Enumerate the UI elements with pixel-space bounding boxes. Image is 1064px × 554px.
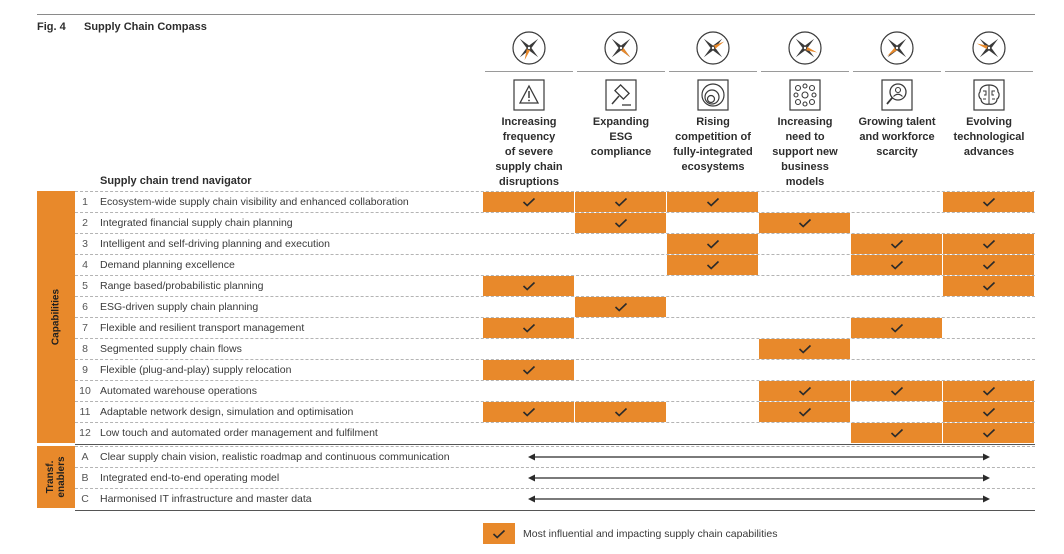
trend-column-2 — [575, 30, 667, 160]
row-number: B — [81, 472, 89, 484]
impact-cell — [759, 213, 850, 233]
impact-cell — [943, 234, 1034, 254]
trend-label-line: of severe — [504, 146, 554, 158]
impact-cell — [943, 255, 1034, 275]
impact-cell — [943, 192, 1034, 212]
row-number: 12 — [79, 427, 91, 439]
row-number: 7 — [82, 322, 88, 334]
check-icon — [982, 386, 996, 396]
row-number: 10 — [79, 385, 91, 397]
row-number: 4 — [82, 259, 88, 271]
row-label: Segmented supply chain flows — [100, 343, 242, 355]
trend-label — [943, 115, 1035, 160]
row-number: 5 — [82, 280, 88, 292]
capability-row — [75, 338, 1035, 359]
row-number: 11 — [79, 406, 91, 418]
trend-column-6 — [943, 30, 1035, 160]
trend-label-line: models — [785, 176, 825, 188]
column-header-rule — [669, 71, 757, 72]
check-icon — [890, 428, 904, 438]
trend-label-line: scarcity — [876, 146, 918, 158]
compass-icon — [879, 30, 915, 66]
check-icon — [798, 344, 812, 354]
row-label: Flexible and resilient transport management — [100, 322, 305, 334]
impact-cell — [667, 192, 758, 212]
trend-label-line: frequency — [502, 131, 556, 143]
check-icon — [522, 323, 536, 333]
trend-column-4 — [759, 30, 851, 190]
check-icon — [614, 197, 628, 207]
check-icon — [522, 407, 536, 417]
trend-label — [483, 115, 575, 190]
compass-icon — [603, 30, 639, 66]
check-icon — [890, 260, 904, 270]
check-icon — [706, 239, 720, 249]
row-label: Low touch and automated order management and fulfilment — [100, 427, 378, 439]
check-icon — [798, 386, 812, 396]
check-icon — [982, 260, 996, 270]
trend-label-line: disruptions — [499, 176, 559, 188]
compass-icon — [695, 30, 731, 66]
trend-label — [575, 115, 667, 160]
trend-label-line: fully-integrated — [673, 146, 753, 158]
impact-cell — [667, 234, 758, 254]
capability-row — [75, 212, 1035, 233]
column-header-rule — [577, 71, 665, 72]
trend-column-3 — [667, 30, 759, 175]
trend-label-line: need to — [785, 131, 825, 143]
check-icon — [614, 218, 628, 228]
enablers-band — [37, 446, 75, 508]
trend-label-line: ecosystems — [681, 161, 745, 173]
figure-title: Supply Chain Compass — [84, 21, 207, 33]
capability-row — [75, 275, 1035, 296]
impact-cell — [759, 381, 850, 401]
impact-cell — [483, 276, 574, 296]
compass-icon — [787, 30, 823, 66]
impact-cell — [851, 381, 942, 401]
trend-label-line: and workforce — [859, 131, 935, 143]
check-icon — [522, 197, 536, 207]
capability-row — [75, 380, 1035, 401]
trend-label-line: Evolving — [966, 116, 1012, 128]
brain-circuit-icon — [973, 79, 1005, 111]
column-header-rule — [945, 71, 1033, 72]
trend-label-line: Increasing — [501, 116, 557, 128]
span-arrow — [528, 494, 990, 504]
trend-label-line: competition of — [675, 131, 751, 143]
column-header-rule — [853, 71, 941, 72]
trend-label-line: ESG — [609, 131, 633, 143]
row-label: Clear supply chain vision, realistic roadmap and continuous communication — [100, 451, 450, 463]
trend-label-line: Expanding — [592, 116, 650, 128]
row-label: Range based/probabilistic planning — [100, 280, 264, 292]
row-label: Integrated end-to-end operating model — [100, 472, 280, 484]
check-icon — [492, 529, 506, 539]
check-icon — [982, 428, 996, 438]
check-icon — [982, 407, 996, 417]
trend-label-line: advances — [963, 146, 1015, 158]
trend-label-line: Growing talent — [858, 116, 936, 128]
impact-cell — [851, 318, 942, 338]
check-icon — [522, 281, 536, 291]
impact-cell — [575, 402, 666, 422]
gavel-icon — [605, 79, 637, 111]
row-label: Ecosystem-wide supply chain visibility and enhanced collaboration — [100, 196, 409, 208]
row-number: 8 — [82, 343, 88, 355]
check-icon — [614, 407, 628, 417]
row-number: A — [81, 451, 89, 463]
trend-label-line: business — [781, 161, 829, 173]
impact-cell — [483, 360, 574, 380]
impact-cell — [483, 192, 574, 212]
legend-text: Most influential and impacting supply chain capabilities — [523, 528, 778, 540]
enabler-row — [75, 446, 1035, 467]
capabilities-bottom-rule — [75, 444, 1035, 445]
check-icon — [982, 281, 996, 291]
capability-row — [75, 359, 1035, 380]
warning-icon — [513, 79, 545, 111]
impact-cell — [667, 255, 758, 275]
check-icon — [706, 260, 720, 270]
capability-row — [75, 191, 1035, 212]
check-icon — [614, 302, 628, 312]
trend-column-1 — [483, 30, 575, 190]
check-icon — [798, 218, 812, 228]
impact-cell — [575, 192, 666, 212]
capability-row — [75, 317, 1035, 338]
impact-cell — [943, 276, 1034, 296]
check-icon — [982, 239, 996, 249]
capability-row — [75, 233, 1035, 254]
impact-cell — [851, 423, 942, 443]
concentric-circles-icon — [697, 79, 729, 111]
check-icon — [982, 197, 996, 207]
trend-label-line: technological — [953, 131, 1025, 143]
enabler-row — [75, 467, 1035, 488]
row-number: 1 — [82, 196, 88, 208]
figure-label: Fig. 4 — [37, 21, 66, 33]
top-rule — [37, 14, 1035, 15]
row-number: C — [81, 493, 89, 505]
row-label: Integrated financial supply chain planning — [100, 217, 293, 229]
check-icon — [890, 323, 904, 333]
trend-label — [667, 115, 759, 175]
row-label: ESG-driven supply chain planning — [100, 301, 259, 313]
enablers-bottom-rule — [75, 510, 1035, 511]
trend-label-line: supply chain — [495, 161, 563, 173]
capability-row — [75, 254, 1035, 275]
capability-row — [75, 296, 1035, 317]
capabilities-band — [37, 191, 75, 443]
trend-label-line: compliance — [590, 146, 652, 158]
check-icon — [706, 197, 720, 207]
trend-label — [759, 115, 851, 190]
impact-cell — [575, 213, 666, 233]
row-number: 9 — [82, 364, 88, 376]
trend-label-line: support new — [772, 146, 838, 158]
row-label: Intelligent and self-driving planning and execution — [100, 238, 330, 250]
row-label: Flexible (plug-and-play) supply relocation — [100, 364, 292, 376]
legend-swatch — [483, 523, 515, 544]
navigator-label: Supply chain trend navigator — [100, 175, 252, 187]
row-number: 6 — [82, 301, 88, 313]
impact-cell — [851, 255, 942, 275]
network-icon — [789, 79, 821, 111]
impact-cell — [483, 402, 574, 422]
impact-cell — [759, 339, 850, 359]
row-number: 3 — [82, 238, 88, 250]
talent-search-icon — [881, 79, 913, 111]
check-icon — [522, 365, 536, 375]
trend-label-line: Rising — [696, 116, 730, 128]
row-number: 2 — [82, 217, 88, 229]
check-icon — [890, 386, 904, 396]
impact-cell — [943, 423, 1034, 443]
row-label: Adaptable network design, simulation and optimisation — [100, 406, 354, 418]
compass-icon — [511, 30, 547, 66]
impact-cell — [943, 402, 1034, 422]
trend-column-5 — [851, 30, 943, 160]
trend-label — [851, 115, 943, 160]
column-header-rule — [485, 71, 573, 72]
capability-row — [75, 422, 1035, 443]
check-icon — [798, 407, 812, 417]
impact-cell — [851, 234, 942, 254]
span-arrow — [528, 473, 990, 483]
row-label: Harmonised IT infrastructure and master data — [100, 493, 312, 505]
trend-label-line: Increasing — [777, 116, 833, 128]
capabilities-section-label: Capabilities — [50, 288, 62, 346]
impact-cell — [943, 381, 1034, 401]
row-label: Automated warehouse operations — [100, 385, 258, 397]
check-icon — [890, 239, 904, 249]
capability-row — [75, 401, 1035, 422]
column-header-rule — [761, 71, 849, 72]
compass-icon — [971, 30, 1007, 66]
impact-cell — [483, 318, 574, 338]
row-label: Demand planning excellence — [100, 259, 235, 271]
impact-cell — [575, 297, 666, 317]
enablers-section-label: Transf. enablers — [45, 456, 67, 498]
span-arrow — [528, 452, 990, 462]
impact-cell — [759, 402, 850, 422]
enabler-row — [75, 488, 1035, 509]
